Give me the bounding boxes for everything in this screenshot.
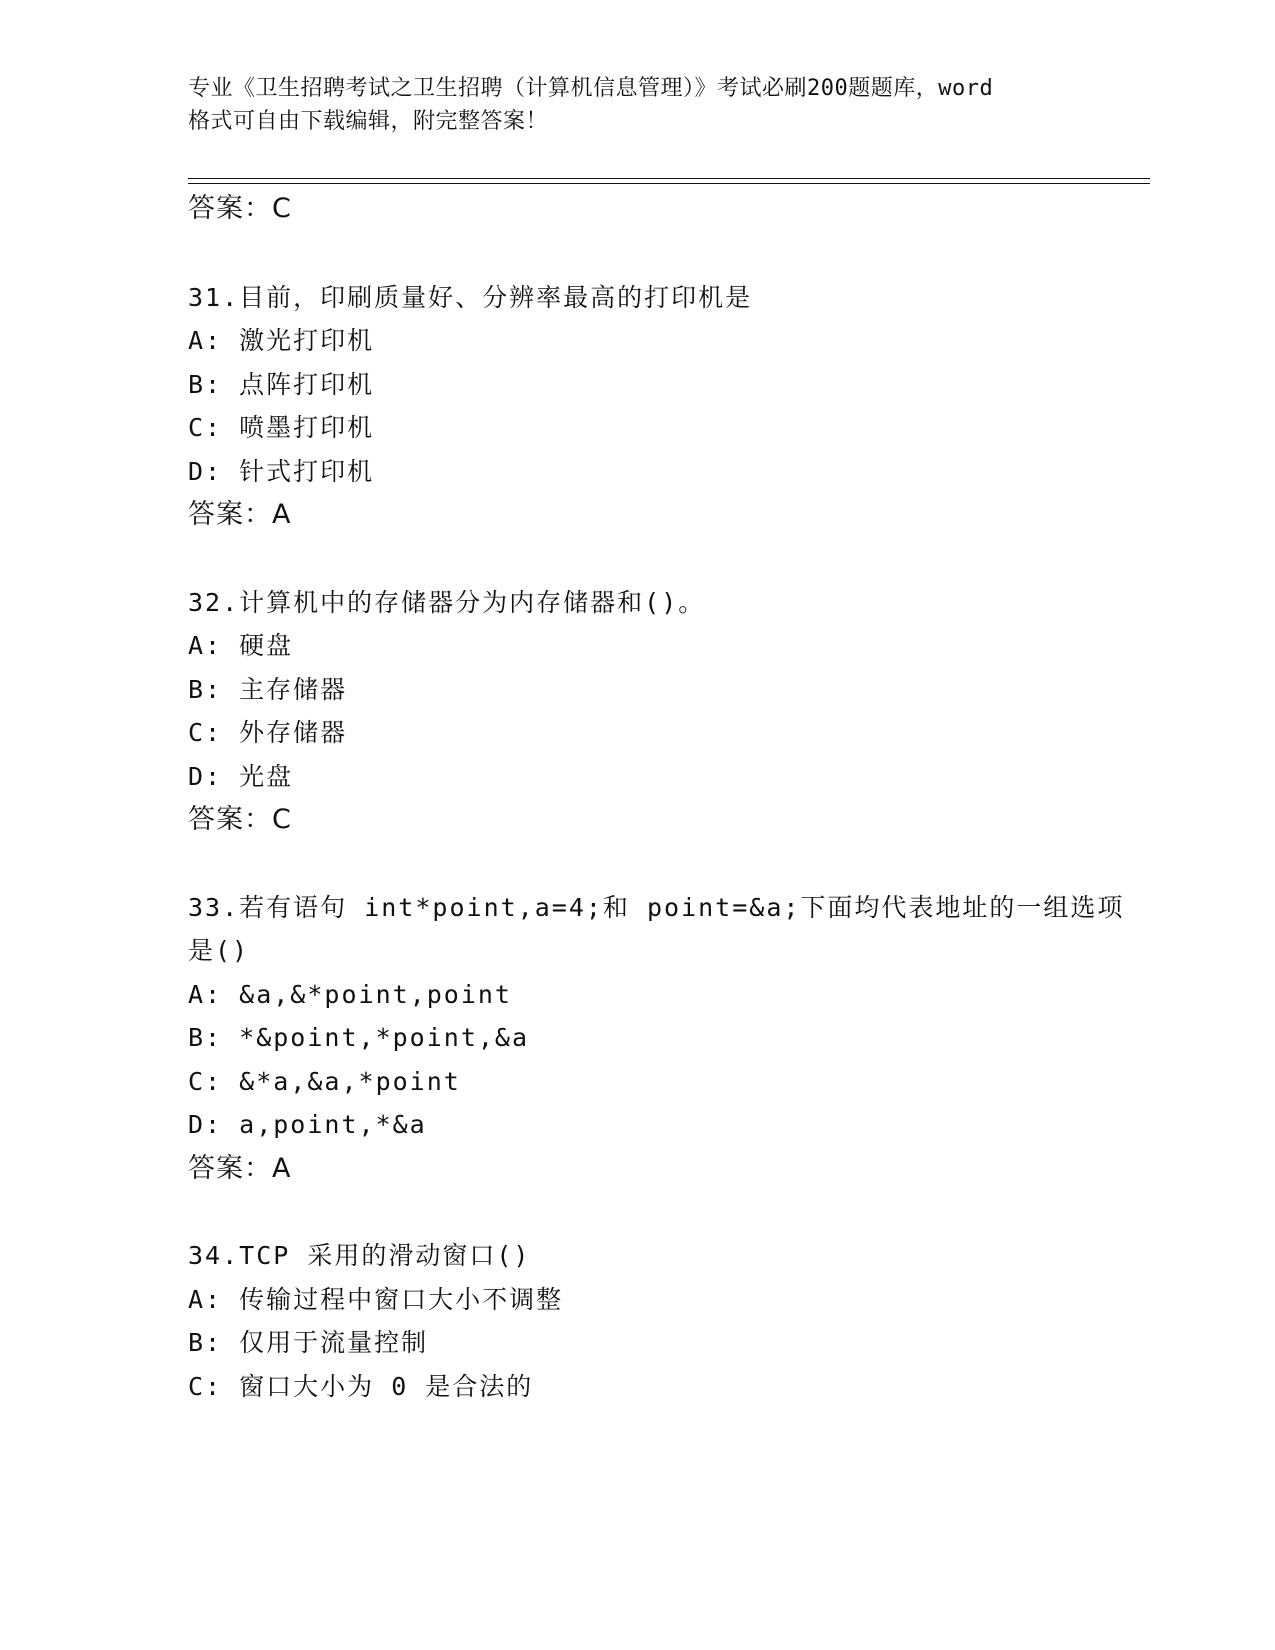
question-34-option-a: A: 传输过程中窗口大小不调整 <box>188 1285 564 1314</box>
question-32-option-d: D: 光盘 <box>188 762 294 791</box>
question-32-option-b: B: 主存储器 <box>188 675 348 704</box>
question-33-option-a: A: &a,&*point,point <box>188 980 512 1009</box>
question-33-answer: 答案：A <box>188 1153 292 1184</box>
question-31-option-a: A: 激光打印机 <box>188 326 375 355</box>
question-31-option-d: D: 针式打印机 <box>188 457 375 486</box>
question-31-option-b: B: 点阵打印机 <box>188 370 375 399</box>
question-32-option-c: C: 外存储器 <box>188 718 348 747</box>
question-33-option-d: D: a,point,*&a <box>188 1110 427 1139</box>
header-line-2: 格式可自由下载编辑，附完整答案！ <box>188 109 549 134</box>
question-33-option-c: C: &*a,&a,*point <box>188 1067 461 1096</box>
question-34-stem: 34.TCP 采用的滑动窗口() <box>188 1241 531 1270</box>
question-31-answer: 答案：A <box>188 499 292 530</box>
document-header <box>188 72 1088 138</box>
question-33-option-b: B: *&point,*point,&a <box>188 1023 530 1052</box>
header-line-1: 专业《卫生招聘考试之卫生招聘（计算机信息管理）》考试必刷200题题库，word <box>188 76 994 101</box>
answer-prev: 答案：C <box>188 193 292 224</box>
question-34-option-c: C: 窗口大小为 0 是合法的 <box>188 1372 534 1401</box>
question-31-stem: 31.目前，印刷质量好、分辨率最高的打印机是 <box>188 283 753 312</box>
question-33-stem-line-2: 是() <box>188 936 250 965</box>
question-32-stem: 32.计算机中的存储器分为内存储器和()。 <box>188 588 706 617</box>
header-rule-top <box>188 178 1150 179</box>
header-rule-bottom <box>188 183 1150 184</box>
question-31-option-c: C: 喷墨打印机 <box>188 413 375 442</box>
question-32-option-a: A: 硬盘 <box>188 631 294 660</box>
question-33-stem-line-1: 33.若有语句 int*point,a=4;和 point=&a;下面均代表地址的一组选项 <box>188 893 1125 922</box>
question-34-option-b: B: 仅用于流量控制 <box>188 1328 429 1357</box>
question-32-answer: 答案：C <box>188 804 292 835</box>
